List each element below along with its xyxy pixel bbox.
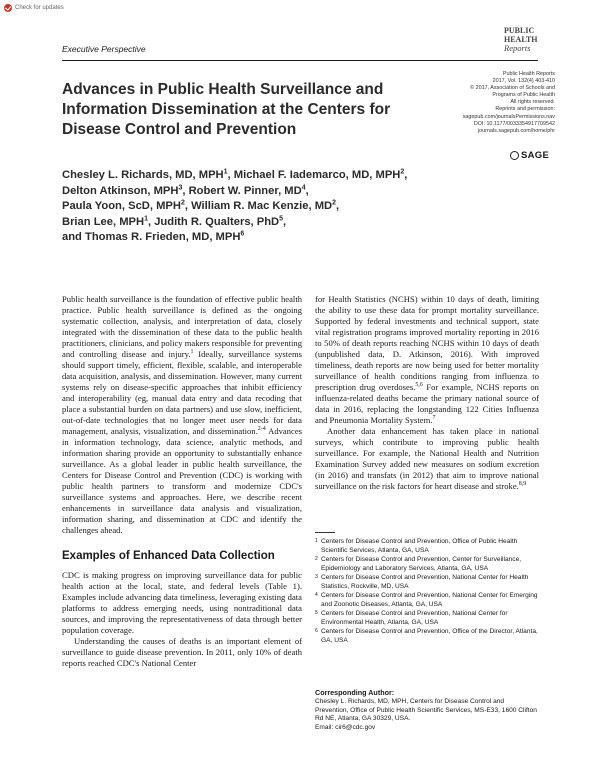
author-name: Judith R. Qualters, PhD [154, 215, 280, 228]
text: Ideally, surveillance systems should support timely, efficient, flexible, scalable, and interoperable data acquisition, analysis, and dissemination. However, many current systems rely on disease-specific approaches that inhibit efficiency and interoperability (eg, manual data entry and data recoding that place a substantial burden on data partners) and use slow, inefficient, out-of-date technologies that no longer meet user needs for data management, analysis, visualization, and dissemination. [62, 349, 302, 436]
check-for-updates-badge[interactable] [4, 4, 64, 12]
author-name: William R. Mac Kenzie, MD [191, 200, 333, 213]
text: For example, NCHS reports on influenza-related deaths became the primary national source of data in 2016, replacing the longstanding 122 Cities Influenza and Pneumonia Mortality System. [315, 382, 539, 425]
affiliation-item: 4 Centers for Disease Control and Prevention, National Center for Emerging and Zoonotic Diseases, Atlanta, GA, USA [315, 592, 538, 609]
author-affiliation-ref: 2 [180, 199, 185, 207]
paragraph: Understanding the causes of deaths is an important element of surveillance to guide disease prevention. In 2011, only 10% of death reports reached CDC's National Center [62, 636, 302, 668]
affiliations [315, 538, 539, 647]
corresponding-heading: Corresponding Author: [315, 688, 395, 697]
author-name: Brian Lee, MPH [62, 215, 145, 228]
author-name: Michael F. Iademarco, MD, MPH [233, 169, 401, 181]
journal-logo-line: Reports [504, 43, 531, 53]
author-name: Paula Yoon, ScD, MPH [62, 200, 181, 213]
author-affiliation-ref: 3 [178, 183, 183, 191]
affiliation-text: Centers for Disease Control and Prevention, National Center for Health Statistics, Rockville, MD, USA [321, 574, 529, 590]
affiliation-item: 2 Centers for Disease Control and Prevention, Center for Surveillance, Epidemiology and Laboratory Services, Atlanta, GA, USA [315, 556, 522, 572]
body-column-left-lower [62, 570, 302, 669]
section-label: Executive Perspective [62, 44, 146, 54]
header-rule [62, 60, 538, 61]
paragraph: CDC is making progress on improving surveillance data for public health action at the local, state, and federal levels (Table 1). Examples include advancing data timeliness, leveraging existing data platforms to address emerging needs, using nontraditional data sources, and improving the representativeness of data through better population coverage. [62, 570, 302, 635]
author-separator: , [336, 200, 340, 213]
paragraph [315, 294, 539, 426]
text: Another data enhancement has taken place in national surveys, which contribute to improving public health surveillance. For example, the National Health and Nutrition Examination Survey added new measures on sodium excretion (in 2016) and transfats (in 2012) that aim to improve national surveillance on the risk factors for heart disease and stroke. [315, 426, 539, 491]
body-column-left [62, 294, 302, 536]
body-column-right [315, 294, 539, 492]
author-separator: , [184, 200, 192, 213]
meta-home-link[interactable]: journals.sagepub.com/home/phr [477, 127, 555, 134]
meta-reprints: Reprints and permission: [495, 106, 555, 113]
badge-label: Check for updates [15, 5, 64, 11]
meta-rights: All rights reserved. [510, 99, 555, 106]
author-separator: , [404, 169, 408, 181]
meta-journal: Public Health Reports [502, 71, 555, 77]
affiliation-item: 6 Centers for Disease Control and Prevention, Office of the Director, Atlanta, GA, USA [315, 628, 538, 645]
meta-doi[interactable]: DOI: 10.1177/0033354917709542 [473, 120, 555, 127]
paragraph-intro [62, 294, 302, 536]
meta-reprints-link[interactable]: sagepub.com/journalsPermissions.nav [462, 113, 555, 120]
journal-logo-line: HEALTH [504, 35, 538, 44]
check-icon [4, 4, 12, 12]
corresponding-author [315, 689, 539, 733]
author-separator: , [182, 184, 189, 197]
sage-icon [510, 151, 519, 160]
journal-logo-line: PUBLIC [504, 26, 535, 35]
affiliation-item: 5 Centers for Disease Control and Prevention, National Center for Environmental Health, Atlanta, GA, USA [315, 610, 508, 627]
author-name: Delton Atkinson, MPH [62, 184, 179, 197]
author-name: Chesley L. Richards, MD, MPH [62, 169, 224, 181]
section-heading: Examples of Enhanced Data Collection [62, 550, 275, 562]
affiliation-text: Centers for Disease Control and Prevention, Office of Public Health Scientific Services, Atlanta, GA, USA [321, 538, 518, 554]
author-separator: , [147, 215, 155, 228]
citation-ref[interactable]: 5,6 [415, 382, 423, 389]
meta-copyright: © 2017, Association of Schools and [470, 85, 555, 92]
footnote-rule [315, 532, 335, 533]
citation-ref[interactable]: 8,9 [518, 481, 527, 488]
corresponding-text: Chesley L. Richards, MD, MPH, Centers for Disease Control and Prevention, Office of Public Health Scientific Services, MS-E33, 1600 Clifton Rd NE, Atlanta, GA 30329, USA. [315, 697, 537, 723]
author-affiliation-ref: 6 [240, 230, 245, 238]
meta-copyright: Programs of Public Health [492, 92, 555, 99]
author-affiliation-ref: 5 [279, 215, 284, 223]
article-title: Advances in Public Health Surveillance and Information Dissemination at the Centers for Disease Control and Prevention [62, 81, 391, 138]
author-affiliation-ref: 1 [144, 215, 148, 223]
citation-ref[interactable]: 7 [432, 415, 436, 422]
text: Public health surveillance is the foundation of effective public health practice. Public health surveillance is defined as the ongoing systematic collection, analysis, and interpretation of data, closely integrated with the dissemination of these data to the public health practitioners, clinicians, and policy makers responsible for preventing and controlling disease and injury. [62, 294, 302, 359]
affiliation-item: 3 Centers for Disease Control and Prevention, National Center for Health Statistics, Rockville, MD, USA [315, 574, 529, 590]
affiliation-text: Centers for Disease Control and Prevention, Office of the Director, Atlanta, GA, USA [321, 628, 538, 645]
author-separator: , [283, 215, 287, 228]
author-affiliation-ref: 1 [223, 168, 228, 176]
author-affiliation-ref: 2 [400, 168, 405, 176]
affiliation-text: Centers for Disease Control and Prevention, Center for Surveillance, Epidemiology and Laboratory Services, Atlanta, GA, USA [321, 556, 522, 572]
citation-ref[interactable]: 2-4 [257, 426, 266, 433]
author-affiliation-ref: 4 [301, 183, 306, 191]
author-name: and Thomas R. Frieden, MD, MPH [62, 231, 241, 244]
corresponding-email[interactable]: Email: cir6@cdc.gov [315, 724, 376, 732]
publication-meta [420, 71, 555, 135]
publisher-logo [510, 149, 556, 161]
paragraph [315, 426, 539, 492]
author-name: Robert W. Pinner, MD [188, 184, 302, 197]
publisher-name: SAGE [521, 149, 550, 161]
author-separator: , [305, 184, 309, 197]
affiliation-item: 1 Centers for Disease Control and Prevention, Office of Public Health Scientific Services, Atlanta, GA, USA [315, 538, 518, 554]
affiliation-text: Centers for Disease Control and Prevention, National Center for Emerging and Zoonotic Diseases, Atlanta, GA, USA [321, 592, 538, 609]
author-list [62, 168, 482, 246]
author-affiliation-ref: 2 [332, 199, 336, 207]
author-separator: , [227, 169, 234, 181]
affiliation-text: Centers for Disease Control and Prevention, National Center for Environmental Health, Atlanta, GA, USA [321, 610, 508, 627]
journal-logo [504, 26, 554, 53]
text: for Health Statistics (NCHS) within 10 days of death, limiting the ability to use these data for prompt mortality surveillance. Supported by federal investments and technical support, state vital registration programs improved mortality reporting in 2016 to 50% of death reports reaching NCHS within 10 days of death (unpublished data, D. Atkinson, 2016). With improved timeliness, death reports are now being used for better mortality surveillance of health conditions ranging from influenza to prescription drug overdoses. [315, 294, 539, 392]
meta-citation: 2017, Vol. 132(4) 403-410 [492, 78, 555, 85]
text: Advances in information technology, data science, analytic methods, and information sharing provide an opportunity to substantially enhance surveillance. As a global leader in public health surveillance, the Centers for Disease Control and Prevention (CDC) is working with public health partners to transform and modernize CDC's surveillance systems and approaches. Here, we describe recent enhancements in surveillance data analysis and visualization, information sharing, and dissemination at CDC and identify the challenges ahead. [62, 426, 302, 535]
citation-ref[interactable]: 1 [190, 349, 194, 356]
